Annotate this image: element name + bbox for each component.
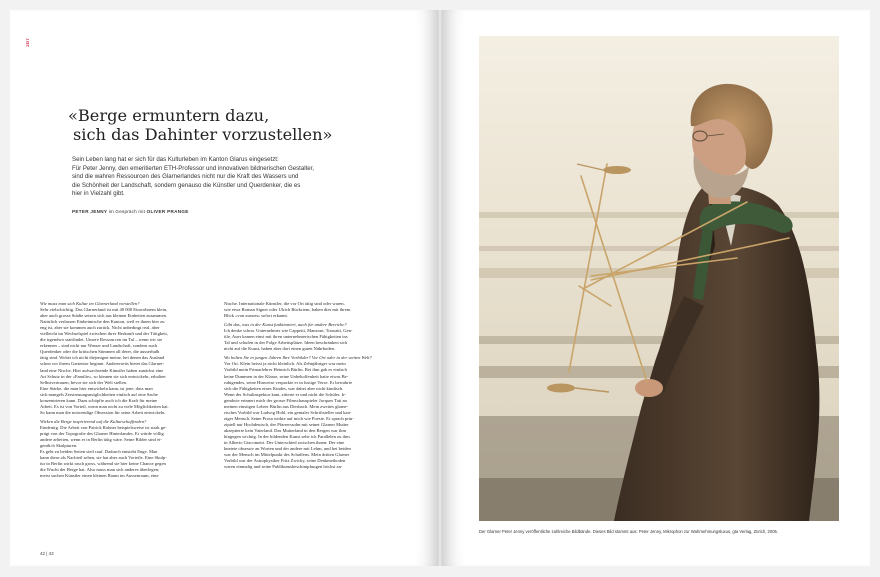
answer-line: Es geht zu beiden Seiten steil rauf. Dadurch entsteht Enge. Man	[40, 449, 158, 455]
answer-line: tätig sind. Wobei ich nicht diejenigen meine, bei denen das Ausland	[40, 355, 165, 361]
answer-line: Blick «von aussen» sofort erkannt.	[224, 313, 288, 319]
intro-line: Sein Leben lang hat er sich für das Kulturleben im Kanton Glarus eingesetzt:	[72, 156, 279, 163]
answer-line: kann diese als Nachteil sehen, sie hat aber auch Vorteile. Eine Skulp-	[40, 455, 167, 461]
right-page	[442, 10, 870, 566]
answer-line: tile, Auer kamen einst mit ihren unternehmerischen Fähigkeiten ins	[224, 334, 348, 340]
text-column-a	[40, 301, 226, 482]
answer-line: land eine Nische. Hier aufwachsende Künstler haben zunächst eine	[40, 367, 164, 373]
answer-line: Eindeutig. Die Arbeit von Patrick Rohner beispielsweise ist stark ge-	[40, 424, 167, 430]
answer-line: risches Vorbild war Ludwig Hohl, ein genialer Schriftsteller und kau-	[224, 409, 352, 415]
answer-line: Nische. Internationale Künstler, die vor Ort tätig sind oder waren,	[224, 301, 345, 306]
answer-line: Selbstvertrauen, bevor sie sich der Welt stellen.	[40, 379, 128, 385]
interview-answer	[40, 425, 226, 479]
interview-question: Wie muss man sich Kultur im Glarnerland vorstellen?	[40, 301, 140, 306]
answer-line: akzeptierte kein Vaterland. Das Mutterland in den Bergen war ihm	[224, 427, 347, 433]
answer-line: So kann man die notwendige Obsession für seine Arbeit entwickeln.	[40, 409, 166, 415]
answer-line: Ich denke schon. Unternehmer wie Cappetti, Manzoni, Tonoatti, Gen-	[224, 328, 353, 334]
answer-line: meist suchen Künstler einen kleinen Raum im Aussenraum, eine	[40, 473, 159, 479]
answer-line: Tal und schufen in der Folge Arbeitsplätze. Ideen beschränken sich	[224, 340, 348, 346]
interview-question: Wo holten Sie in jungen Jahren Ihre Vorbilder? Vor Ort oder in der weiten Welt?	[224, 355, 372, 361]
answer-line: ruhigendes, seine Hinweise verpackte er in lustige Verse. Er bewahrte	[224, 379, 353, 385]
interview-question: Gibt das, was in der Kunst funktioniert, auch für andere Bereiche?	[224, 322, 347, 328]
intro-line: hier in Vielzahl gibt.	[72, 190, 125, 198]
answer-line: sich die Fähigkeiten eines Kindes, war dabei aber nicht kindisch.	[224, 385, 344, 391]
answer-line: konzentrieren kann. Dazu schöpfte auch ich die Kraft für meine	[40, 397, 158, 403]
answer-line: Vorbild mein Primarlehrer Heinrich Bürlin. Bei ihm gab es einfach	[224, 367, 347, 373]
answer-line: die Wucht der Berge hat. Also muss man sich anderes überlegen;	[40, 467, 160, 473]
byline-name: PETER JENNY	[72, 209, 108, 214]
answer-line: eng ist, aber sie kommen auch zurück. Nicht unbedingt real, aber	[40, 325, 160, 331]
article-intro	[72, 156, 392, 199]
answer-line: in Alberto Giacometti. Der Unterschied zwischen ihnen: Der eine	[224, 440, 345, 446]
answer-line: erkennen – sind nicht nur Wasser und Landschaft, sondern auch	[40, 343, 158, 349]
answer-line: Wenn der Schulinspektor kam, zitterte er und nicht die Schüler. Ir-	[224, 391, 347, 397]
answer-line: Art Schutz in der «Familie», so können sie sich entwickeln, erhalten	[40, 373, 166, 379]
text-column-b	[224, 301, 410, 473]
answer-line: nicht auf die Kunst, haben aber dort einen guten Nährboden.	[224, 346, 336, 352]
answer-line: Arbeit. Es ist von Vorteil, wenn man nicht zu viele Möglichkeiten hat.	[40, 403, 169, 409]
headline-line-1: «Berge ermuntern dazu,	[68, 106, 270, 125]
answer-line: andere arbeiten, wenn er in Berlin tätig wäre. Seine Bilder sind ei-	[40, 437, 162, 443]
intro-line: Für Peter Jenny, den emeritierten ETH-Professor und innovativen bildnerischen Gestalter,	[72, 164, 315, 172]
answer-line: Vorbild war der Astrophysiker Fritz Zwicky, seine Denkmethoden	[224, 458, 346, 464]
interview-question: Wirken die Berge inspirierend auf die Kulturschaffenden?	[40, 418, 147, 424]
answer-line: zipiell nur Hochdeutsch, der Pfarrerssohn mit seiner Glarner Mutter	[224, 421, 349, 427]
interview-answer	[224, 328, 410, 352]
answer-line: meinen einstigen Lehrer Bürlin aus Diesbach. Mein zweites glarne-	[224, 403, 349, 409]
answer-line: Sehr vielschichtig. Das Glarnerland ist mit 40 000 Einwohnern klein,	[40, 307, 168, 313]
portrait-photo	[479, 36, 839, 521]
paragraph-gap	[224, 470, 410, 473]
byline-interviewer: OLIVER PRANGE	[146, 209, 189, 214]
portrait-illustration	[479, 36, 839, 521]
byline-middle: im Gespräch mit	[107, 209, 147, 214]
answer-line: tur in Berlin wirkt rasch gross, während sie hier keine Chance gegen	[40, 461, 166, 467]
answer-line: keine Dummen in der Klasse, seine Unbeholfenheit hatte etwas Be-	[224, 373, 349, 379]
answer-line: knetete obsessiv an Worten und der andere mit Lehm, und bei beiden	[224, 446, 351, 452]
answer-line: Querdenker oder die kritischen Stimmen all derer, die ausserhalb	[40, 349, 160, 355]
answer-line: aber auch grosse Städte setzen sich aus kleinen Einheiten zusammen.	[40, 313, 168, 319]
answer-line: ziger Mensch. Seine Prosa wirkte auf mich wie Poesie. Er sprach prin-	[224, 415, 354, 421]
answer-line: hingegen wichtig. In der bildenden Kunst sehe ich Parallelen zu ihm	[224, 433, 350, 439]
answer-line: die irgendwo stattfindet. Unsere Ressourcen im Tal – wenn wir sie	[40, 337, 163, 343]
answer-line: Natürlich verlassen Einheimische den Kanton, weil es ihnen hier zu	[40, 319, 165, 325]
answer-line: Eine Stärke, die man hier entwickeln kann, ist jene, dass man	[40, 385, 153, 391]
interview-answer	[224, 361, 410, 470]
answer-line: schon vor ihrem Gartentor beginnt. Andererseits bietet das Glarner-	[40, 361, 165, 367]
page-folio: 42 | 43	[40, 551, 54, 556]
byline	[72, 209, 189, 214]
article-headline	[68, 106, 428, 144]
photo-caption: Der Glarner Peter Jenny veröffentliche zahlreiche Bildbände. Dieses Bild stammt aus: Peter Jenny, Mikrophon zur Wahrnehmungsluxus, gta Verlag, Zürich, 2005.	[479, 529, 779, 534]
intro-line: die Schönheit der Landschaft, sondern genauso die Künstler und Querdenker, die es	[72, 181, 301, 189]
left-page	[10, 10, 438, 566]
answer-line: waren einmalig und seine Publikumsbeschimpfungen höchst an-	[224, 464, 343, 470]
answer-line: prägt von der Topografie des Glarner Hinterlandes. Er würde völlig	[40, 430, 164, 436]
section-tag: ZEIT	[26, 38, 30, 47]
answer-line: Vor Ort. Klein heisst ja nicht kleinlich. Als Zehnjähriger war mein	[224, 361, 346, 367]
headline-line-2: sich das Dahinter vorzustellen»	[73, 125, 333, 144]
paragraph-gap	[40, 479, 226, 482]
answer-line: gentlich Skulpturen.	[40, 443, 78, 449]
interview-answer	[40, 307, 226, 416]
answer-line: vielleicht im Wechselspiel zwischen ihrer Herkunft und der Tätigkeit,	[40, 331, 168, 337]
answer-line: gendwie erinnert mich der grosse Filmschauspieler Jacques Tati an	[224, 397, 347, 403]
answer-line: war der Mensch im Mittelpunkt des Schaffens. Mein dritten Glarner	[224, 452, 350, 458]
intro-line: sind die wahren Ressourcen des Glarnerlandes nicht nur die Kraft des Wassers und	[72, 173, 299, 181]
interview-answer	[224, 301, 410, 319]
answer-line: wie etwa Roman Signer oder Ulrich Rückriem, haben dies mit ihrem	[224, 307, 351, 313]
answer-line: sich mangels Zerstreuungsmöglichkeiten einfach auf eine Sache	[40, 391, 158, 397]
